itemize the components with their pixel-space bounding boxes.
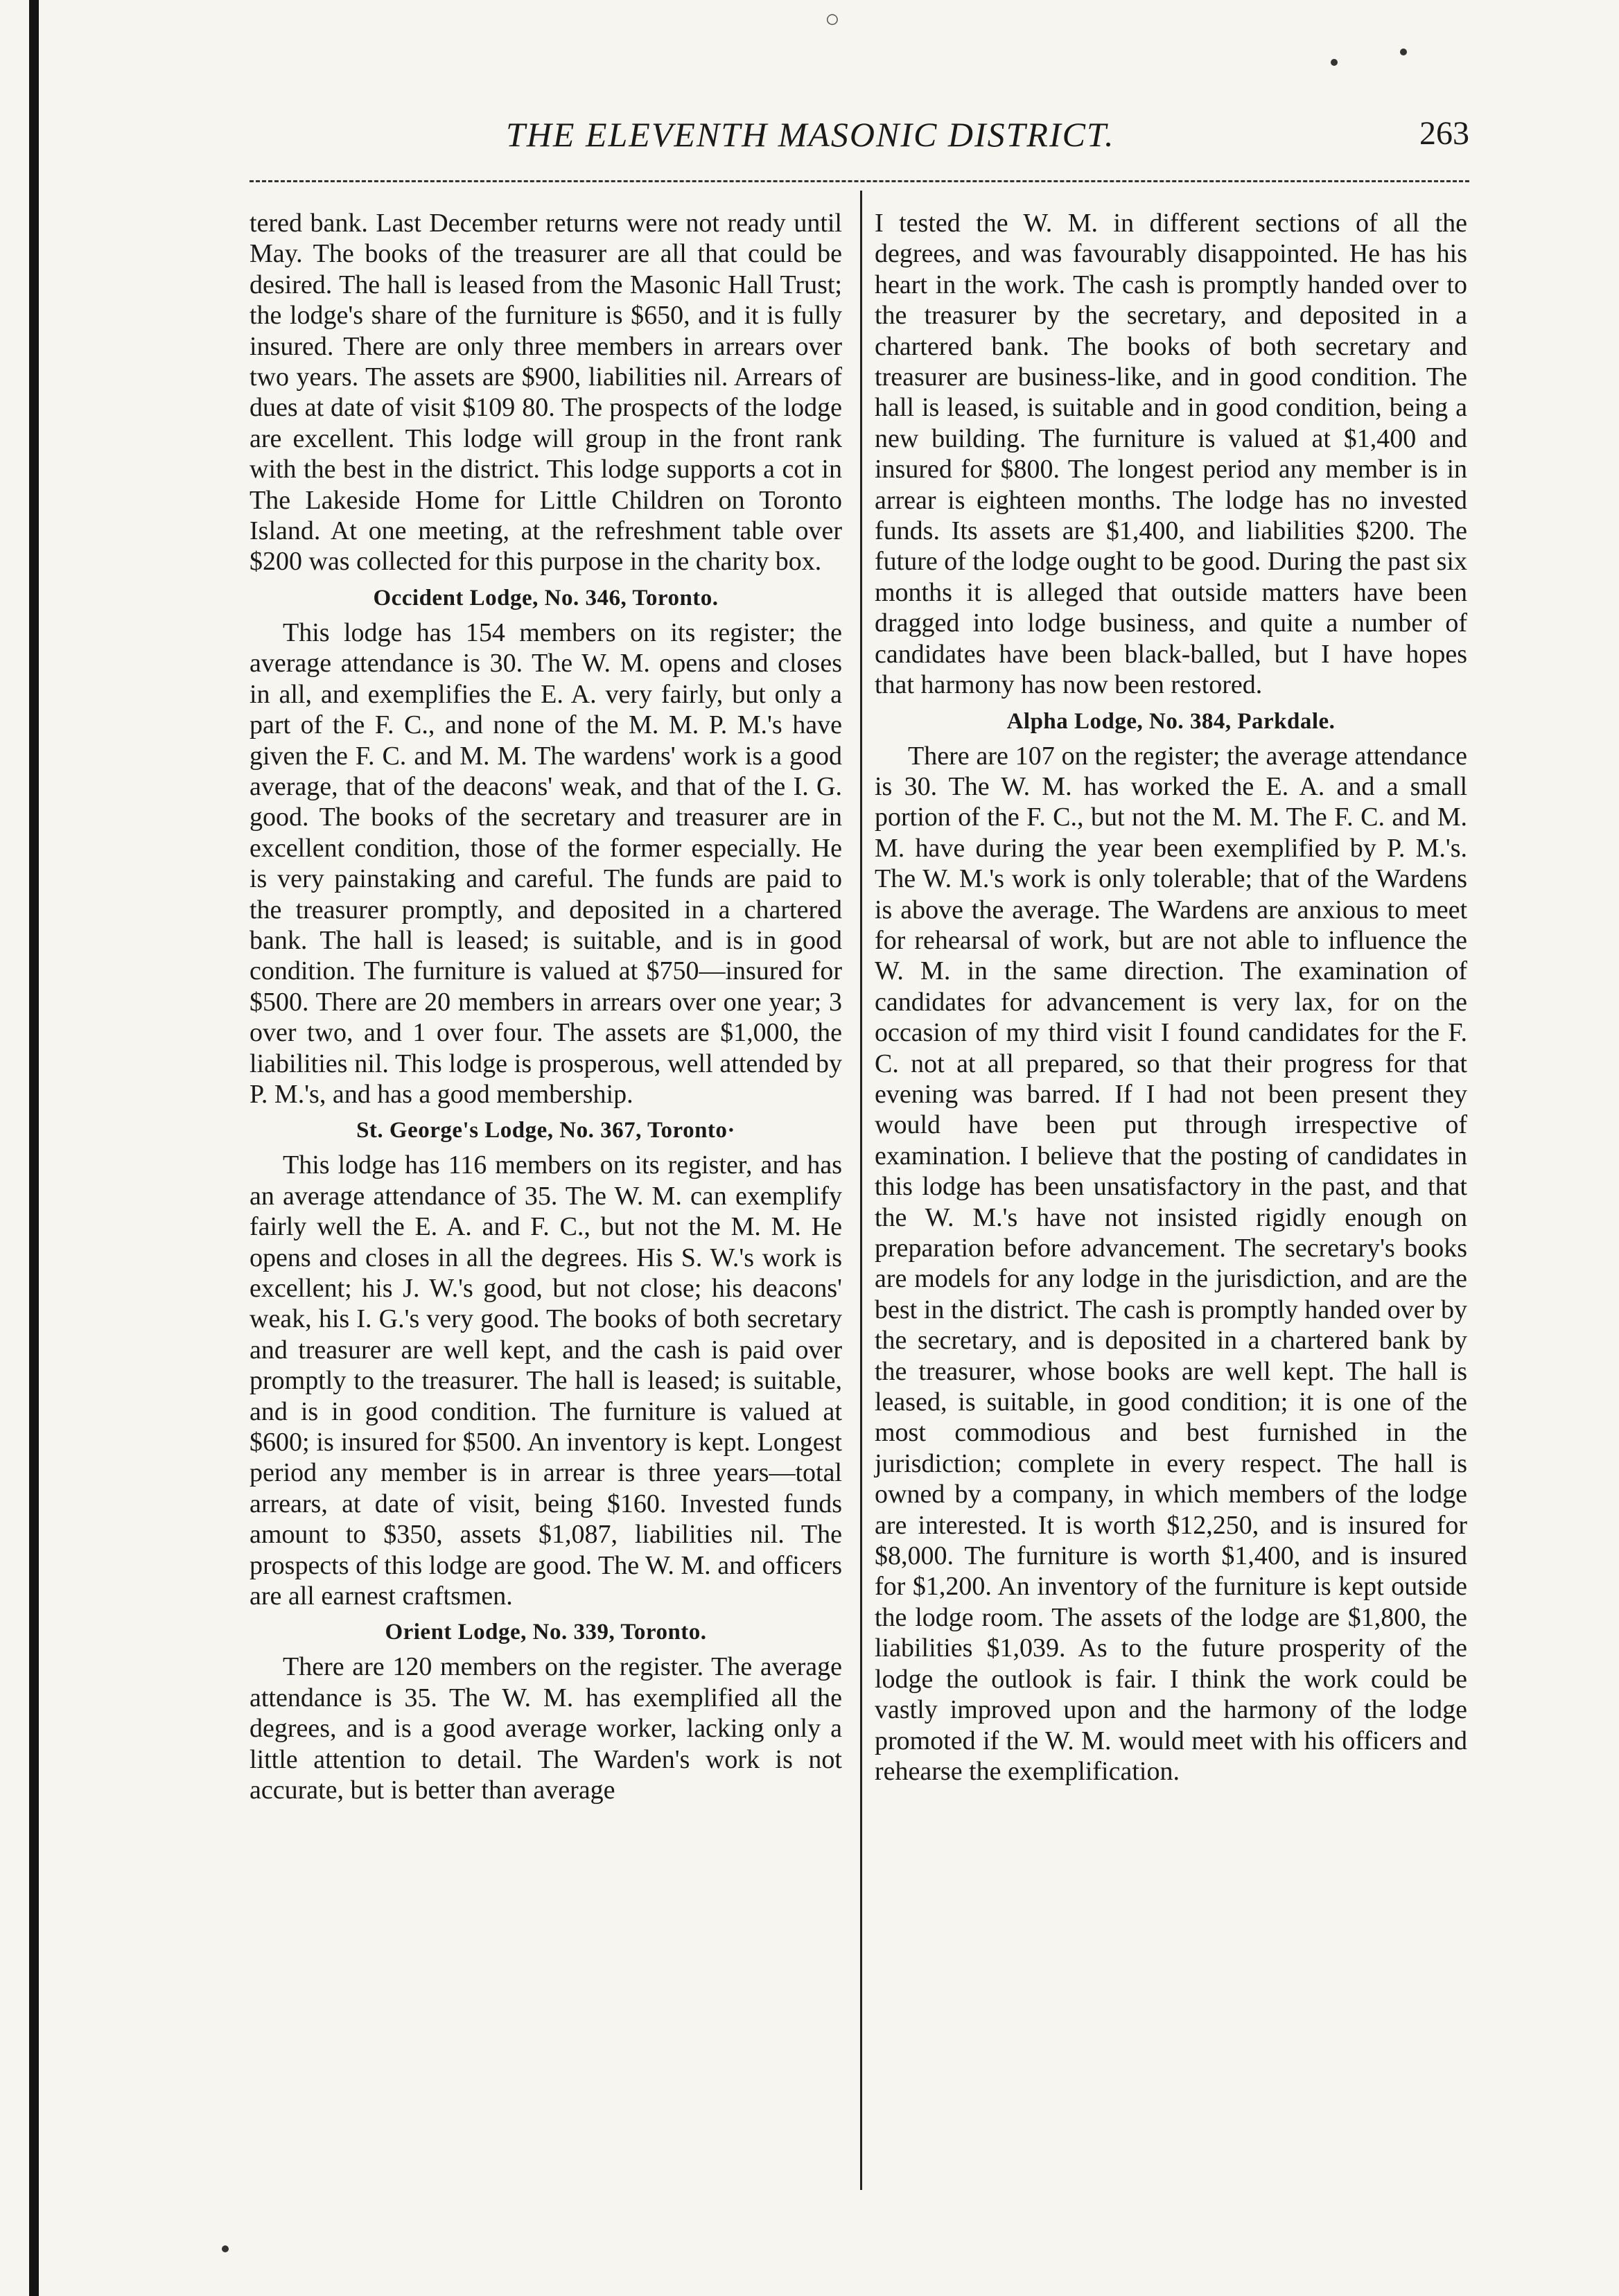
paragraph: This lodge has 154 members on its register; the average attendance is 30. The W. M. opens and closes in all, and exemplifies the E. A. very fairly, but only a part of the F. C., and none of the M. M. P. M.'s have given the F. C. and M. M. The wardens' work is a good average, that of the deacons' weak, and that of the I. G. good. The books of the secretary and treasurer are in excellent condition, those of the former especially. He is very painstaking and careful. The funds are paid to the treasurer promptly, and deposited in a chartered bank. The hall is leased; is suitable, and is in good condition. The furniture is valued at $750—insured for $500. There are 20 members in arrears over one year; 3 over two, and 1 over four. The assets are $1,000, the liabilities nil. This lodge is prosperous, well attended by P. M.'s, and has a good membership. — [250, 617, 842, 1109]
paragraph: I tested the W. M. in different sections of all the degrees, and was favourably disappointed. He has his heart in the work. The cash is promptly handed over to the treasurer by the secretary, and deposited in a chartered bank. The books of both secretary and treasurer are business-like, and in good condition. The hall is leased, is suitable and in good condition, being a new building. The furniture is valued at $1,400 and insured for $800. The longest period any member is in arrear is eighteen months. The lodge has no invested funds. Its assets are $1,400, and liabilities $200. The future of the lodge ought to be good. During the past six months it is alleged that outside matters have been dragged into lodge business, and quite a number of candidates have been black-balled, but I have hopes that harmony has now been restored. — [875, 209, 1467, 700]
margin-dot — [1331, 59, 1338, 66]
header-rule — [250, 180, 1469, 182]
paragraph: This lodge has 116 members on its register, and has an average attendance of 35. The W. M. can exemplify fairly well the E. A. and F. C., but not the M. M. He opens and closes in all the degrees. His S. W.'s work is excellent; his J. W.'s good, but not close; his deacons' weak, his I. G.'s very good. The books of both secretary and treasurer are well kept, and the cash is paid over promptly to the treasurer. The hall is leased; is suitable, and is in good condition. The furniture is valued at $600; is insured for $500. An inventory is kept. Longest period any member is in arrear is three years—total arrears, at date of visit, being $160. Invested funds amount to $350, assets $1,087, liabilities nil. The prospects of this lodge are good. The W. M. and officers are all earnest craftsmen. — [250, 1150, 842, 1611]
page-number: 263 — [1419, 115, 1469, 152]
paragraph: There are 120 members on the register. The average attendance is 35. The W. M. has exemplified all the degrees, and is a good average worker, lacking only a little attention to detail. The Warden's work is not accurate, but is better than average — [250, 1652, 842, 1805]
margin-dot — [1400, 49, 1407, 55]
column-divider — [860, 191, 862, 2190]
margin-dot — [222, 2245, 229, 2252]
right-column — [875, 208, 1467, 1787]
paragraph: tered bank. Last December returns were not ready until May. The books of the treasurer are all that could be desired. The hall is leased from the Masonic Hall Trust; the lodge's share of the furniture is $650, and it is fully insured. There are only three members in arrears over two years. The assets are $900, liabilities nil. Arrears of dues at date of visit $109 80. The prospects of the lodge are excellent. This lodge will group in the front rank with the best in the district. This lodge supports a cot in The Lakeside Home for Little Children on Toronto Island. At one meeting, at the refreshment table over $200 was collected for this purpose in the charity box. — [250, 209, 842, 577]
running-title: THE ELEVENTH MASONIC DISTRICT. — [506, 115, 1115, 154]
paragraph: There are 107 on the register; the average attendance is 30. The W. M. has worked the E. A. and a small portion of the F. C., but not the M. M. The F. C. and M. M. have during the year been exemplified by P. M.'s. The W. M.'s work is only tolerable; that of the Wardens is above the average. The Wardens are anxious to meet for rehearsal of work, but are not able to influence the W. M. in the same direction. The examination of candidates for advancement is very lax, for on the occasion of my third visit I found candidates for the F. C. not at all prepared, so that their progress for that evening was barred. If I had not been present they would have been put through irrespective of examination. I believe that the posting of candidates in this lodge has been unsatisfactory in the past, and that the W. M.'s have not insisted rigidly enough on preparation before advancement. The secretary's books are models for any lodge in the jurisdiction, and are the best in the district. The cash is promptly handed over by the secretary, and is deposited in a chartered bank by the treasurer, whose books are well kept. The hall is leased, is suitable, in good condition; it is one of the most commodious and best furnished in the jurisdiction; complete in every respect. The hall is owned by a company, in which members of the lodge are interested. It is worth $12,250, and is insured for $8,000. The furniture is worth $1,400, and is insured for $1,200. An inventory of the furniture is kept outside the lodge room. The assets of the lodge are $1,800, the liabilities $1,039. As to the future prosperity of the lodge the outlook is fair. I think the work could be vastly improved upon and the harmony of the lodge promoted if the W. M. would meet with his officers and rehearse the exemplification. — [875, 741, 1467, 1786]
lodge-heading-occident: Occident Lodge, No. 346, Toronto. — [373, 585, 719, 611]
left-column — [250, 208, 842, 1806]
lodge-heading-orient: Orient Lodge, No. 339, Toronto. — [385, 1620, 707, 1645]
lodge-heading-alpha: Alpha Lodge, No. 384, Parkdale. — [1006, 708, 1336, 734]
lodge-heading-st-george: St. George's Lodge, No. 367, Toronto· — [356, 1118, 735, 1143]
page-header — [250, 114, 1469, 170]
binding-edge — [29, 0, 39, 2296]
corner-mark: ○ — [825, 5, 840, 33]
